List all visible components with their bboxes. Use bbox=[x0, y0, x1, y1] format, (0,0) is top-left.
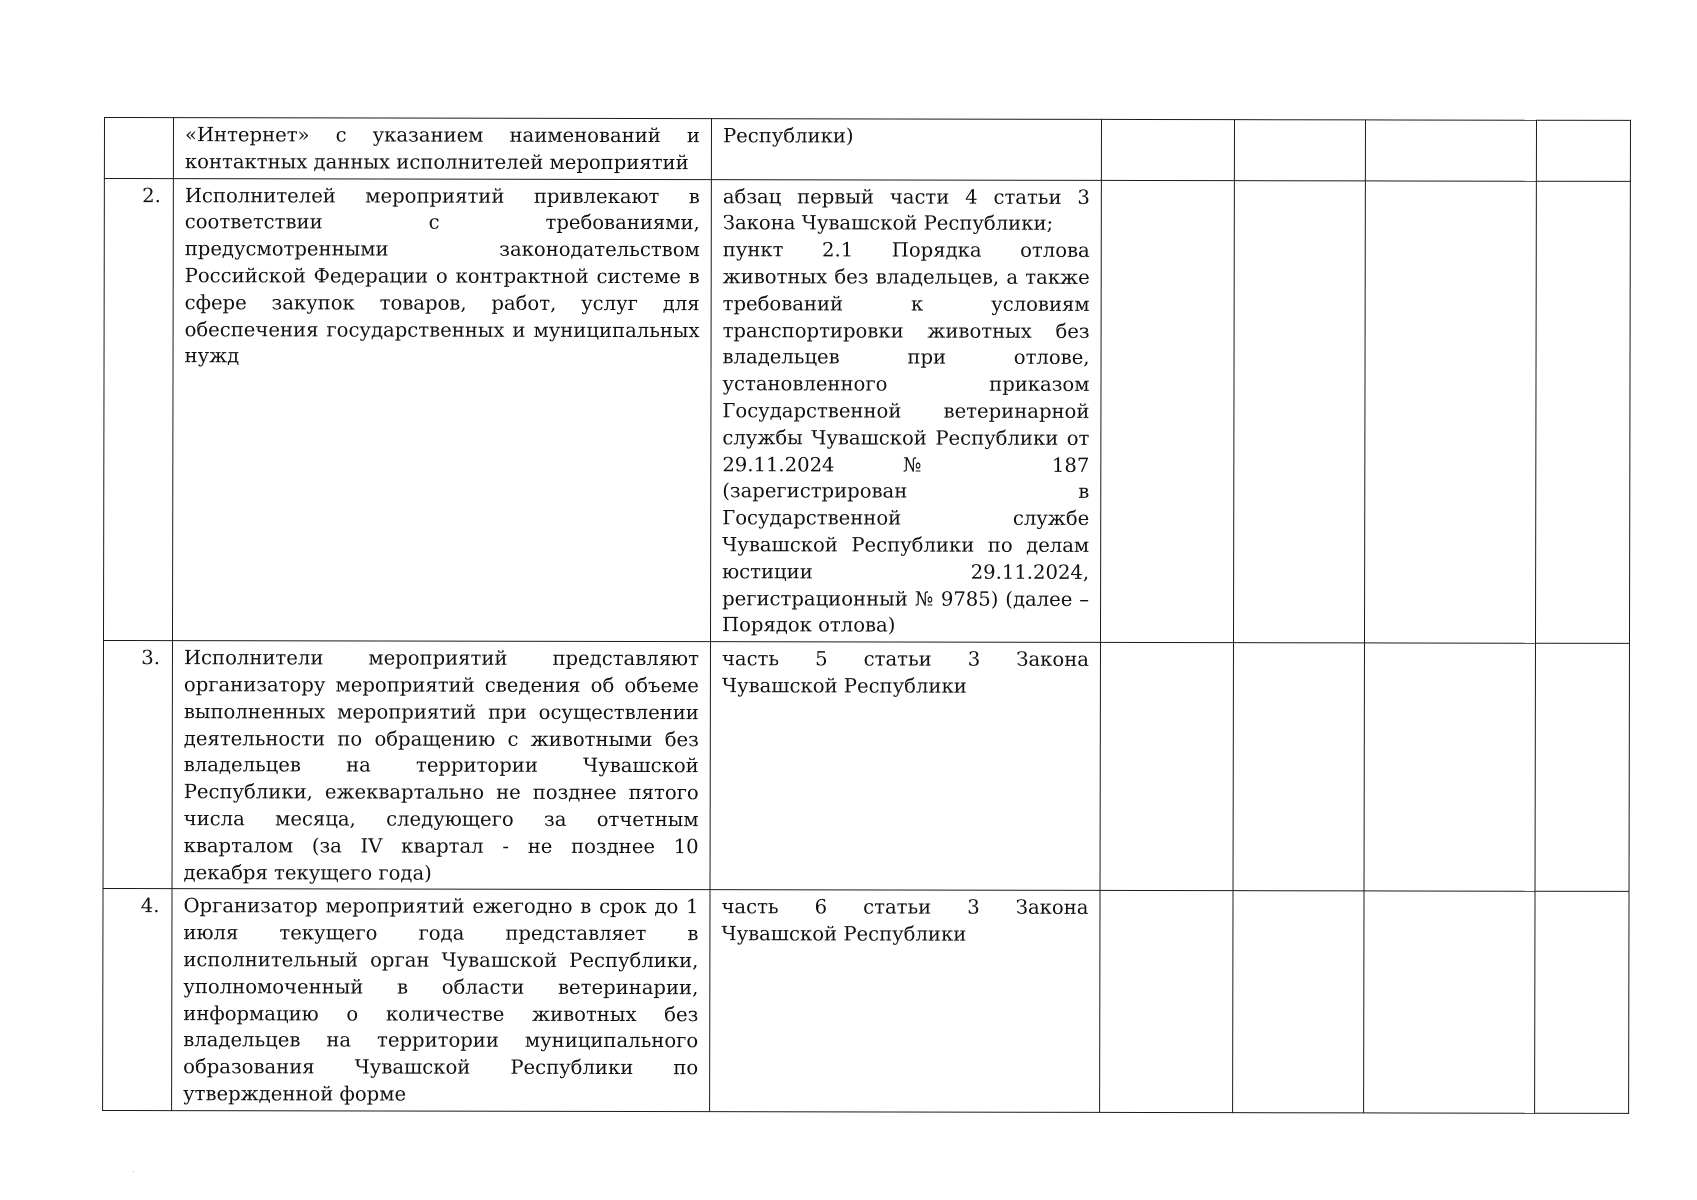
empty-cell bbox=[1234, 120, 1365, 181]
scan-speck bbox=[133, 1171, 134, 1172]
empty-cell bbox=[1101, 119, 1234, 180]
legal-basis-text: абзац первый части 4 статьи 3 Закона Чувашской Республики; пункт 2.1 Порядка отлова животных без владельцев, а также требований к условиям транспортировки животных без владельцев при отлове, установленного приказом Государственной ветеринарной службы Чувашской Республики от 29.11.2024 № 187 (зарегистрирован в Государственной службе Чувашской Республики по делам юстиции 29.11.2024, регистрационный № 9785) (далее – Порядок отлова) bbox=[722, 184, 1090, 637]
empty-cell bbox=[1100, 891, 1233, 1113]
action-text: Исполнителей мероприятий привлекают в соответствии с требованиями, предусмотренными законодательством Российской Федерации о контрактной системе в сфере закупок товаров, работ, услуг для обеспечения государственных и муниципальных нужд bbox=[184, 183, 700, 368]
action-cell bbox=[172, 178, 711, 642]
table-row bbox=[103, 641, 1629, 892]
row-number bbox=[104, 118, 173, 179]
empty-cell bbox=[1100, 643, 1233, 891]
empty-cell bbox=[1535, 181, 1630, 644]
empty-cell bbox=[1233, 891, 1364, 1113]
legal-basis-text: часть 6 статьи 3 Закона Чувашской Республики bbox=[721, 895, 1089, 946]
action-cell bbox=[172, 641, 710, 890]
action-cell bbox=[172, 889, 710, 1111]
empty-cell bbox=[1535, 643, 1629, 891]
empty-cell bbox=[1536, 120, 1630, 181]
empty-cell bbox=[1365, 120, 1536, 181]
empty-cell bbox=[1535, 892, 1629, 1114]
action-text: «Интернет» с указанием наименований и контактных данных исполнителей мероприятий bbox=[184, 123, 700, 174]
empty-cell bbox=[1364, 643, 1535, 891]
action-cell bbox=[173, 118, 711, 180]
empty-cell bbox=[1233, 643, 1364, 891]
table-row bbox=[104, 118, 1630, 182]
legal-basis-text: часть 5 статьи 3 Закона Чувашской Республики bbox=[721, 647, 1089, 698]
legal-basis-text: Республики) bbox=[722, 124, 854, 148]
legal-basis-cell bbox=[711, 119, 1101, 180]
empty-cell bbox=[1364, 891, 1535, 1113]
table-row bbox=[103, 889, 1629, 1113]
legal-basis-cell bbox=[710, 642, 1100, 891]
legal-basis-cell bbox=[710, 890, 1100, 1112]
empty-cell bbox=[1364, 181, 1536, 644]
empty-cell bbox=[1100, 180, 1234, 643]
row-number: 4. bbox=[103, 889, 172, 1111]
action-text: Исполнители мероприятий представляют организатору мероприятий сведения об объеме выполненных мероприятий при осуществлении деятельности по обращению с животными без владельцев на территории Чувашской Республики, ежеквартально не позднее пятого числа месяца, следующего за отчетным кварталом (за IV квартал - не позднее 10 декабря текущего года) bbox=[183, 646, 699, 885]
activities-table bbox=[102, 117, 1631, 1114]
empty-cell bbox=[1233, 180, 1365, 643]
legal-basis-cell bbox=[710, 179, 1101, 642]
action-text: Организатор мероприятий ежегодно в срок до 1 июля текущего года представляет в исполнительный орган Чувашской Республики, уполномоченный в области ветеринарии, информацию о количестве животных без владельцев на территории муниципального образования Чувашской Республики по утвержденной форме bbox=[183, 894, 699, 1106]
table-row bbox=[103, 178, 1630, 643]
row-number: 3. bbox=[103, 641, 172, 889]
row-number: 2. bbox=[103, 178, 173, 641]
